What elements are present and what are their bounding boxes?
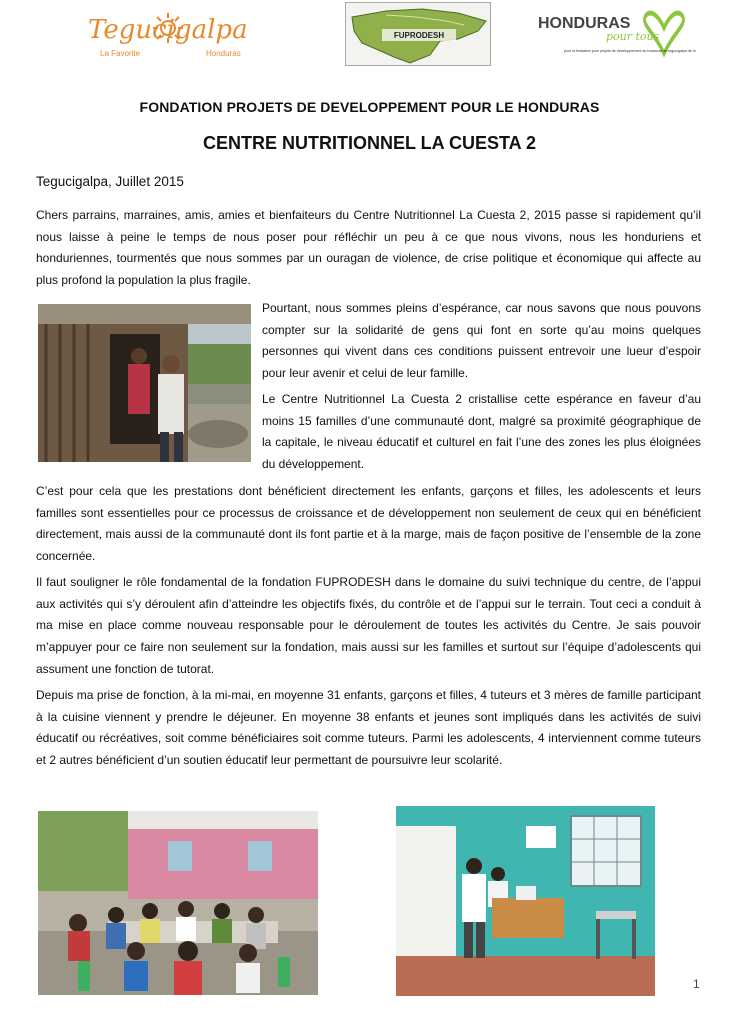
document-title: CENTRE NUTRITIONNEL LA CUESTA 2: [202, 133, 536, 153]
photo-house-doorway-image: [38, 304, 251, 462]
paragraph-hope: Pourtant, nous sommes pleins d’espérance, car nous savons que nous pouvons compter sur la solidarité de gens qui font en sorte qu’au moins quelques personnes qui vivent dans ces conditions puissent entrevoir une lueur d’espoir pour leur avenir et celui de leur famille.: [262, 301, 701, 381]
tegucigalpa-logo-sub-2: Honduras: [206, 49, 241, 58]
fuprodesh-map-graphic: [346, 3, 491, 66]
fuprodesh-logo: [345, 2, 491, 66]
organization-title: FONDATION PROJETS DE DEVELOPPEMENT POUR LE HONDURAS: [139, 99, 600, 115]
honduras-logo: [536, 6, 696, 64]
tegucigalpa-logo-text: Tegucigalpa: [88, 15, 248, 45]
tegucigalpa-logo-graphic: [86, 6, 256, 66]
paragraph-fuprodesh-role: Il faut souligner le rôle fondamental de la fondation FUPRODESH dans le domaine du suivi technique du centre, de l’appui aux activités qui s’y déroulent afin d’atteindre les objectifs fixés, du contrôle et de l’appui sur le terrain. Tout ceci a conduit à ma mise en place comme nouveau responsable pour le déroulement de toutes les activités du Centre. Je sais pouvoir m’appuyer pour ce faire non seulement sur la fondation, mais aussi sur les familles et surtout sur l’équipe d’adolescents qui assument une fonction de tutorat.: [36, 575, 701, 676]
dateline: Tegucigalpa, Juillet 2015: [36, 174, 184, 189]
honduras-logo-script: pour tous: [606, 30, 660, 43]
photo-office-room-image: [396, 806, 655, 996]
honduras-logo-graphic: [536, 6, 696, 64]
honduras-logo-text: HONDURAS: [538, 15, 631, 32]
page-number: 1: [693, 977, 700, 991]
paragraph-intro: Chers parrains, marraines, amis, amies et bienfaiteurs du Centre Nutritionnel La Cuesta 2, 2015 passe si rapidement qu’il nous laisse à peine le temps de nous poser pour réfléchir un peu à ce que nous vivons, nous les honduriens et honduriennes, tourmentés que nous sommes par un ouragan de violence, de crise politique et économique qui affecte au plus profond la population la plus fragile.: [36, 208, 701, 288]
fuprodesh-logo-text: FUPRODESH: [393, 31, 445, 40]
tegucigalpa-logo-sub-1: La Favorite: [100, 49, 141, 58]
paragraph-services: C’est pour cela que les prestations dont bénéficient directement les enfants, garçons et filles, les adolescents et leurs familles sont essentielles pour ce processus de croissance et de développement non seulement de ceux qui en bénéficient directement, mais aussi de la communauté dont ils font partie et à la marge, mais de façon positive de l’ensemble de la zone concernée.: [36, 484, 701, 564]
paragraph-families: Le Centre Nutritionnel La Cuesta 2 cristallise cette espérance en faveur d’au moins 15 familles d’une communauté dont, malgré sa proximité géographique de la capitale, le niveau éducatif et culturel en fait l’une des zones les plus éloignées du développement.: [262, 392, 701, 472]
paragraph-statistics: Depuis ma prise de fonction, à la mi-mai, en moyenne 31 enfants, garçons et filles, 4 tuteurs et 3 mères de famille participant à la cuisine viennent y prendre le déjeuner. En moyenne 38 enfants et jeunes sont impliqués dans les activités de suivi éducatif ou récréatives, soit comme bénéficiaires soit comme tuteurs. Parmi les adolescents, 4 interviennent comme tuteurs et 2 autres bénéficient d’un soutien éducatif leur permettant de poursuivre leur scolarité.: [36, 688, 701, 768]
photo-office-room: [396, 806, 655, 996]
photo-house-doorway: [38, 304, 251, 462]
honduras-logo-sub: pour la fondation pour projets de developpement du honduras de tegucigalpa de honduras: [564, 49, 696, 53]
photo-children-eating-image: [38, 811, 318, 995]
photo-children-eating: [38, 811, 318, 995]
tegucigalpa-logo: [86, 6, 256, 66]
